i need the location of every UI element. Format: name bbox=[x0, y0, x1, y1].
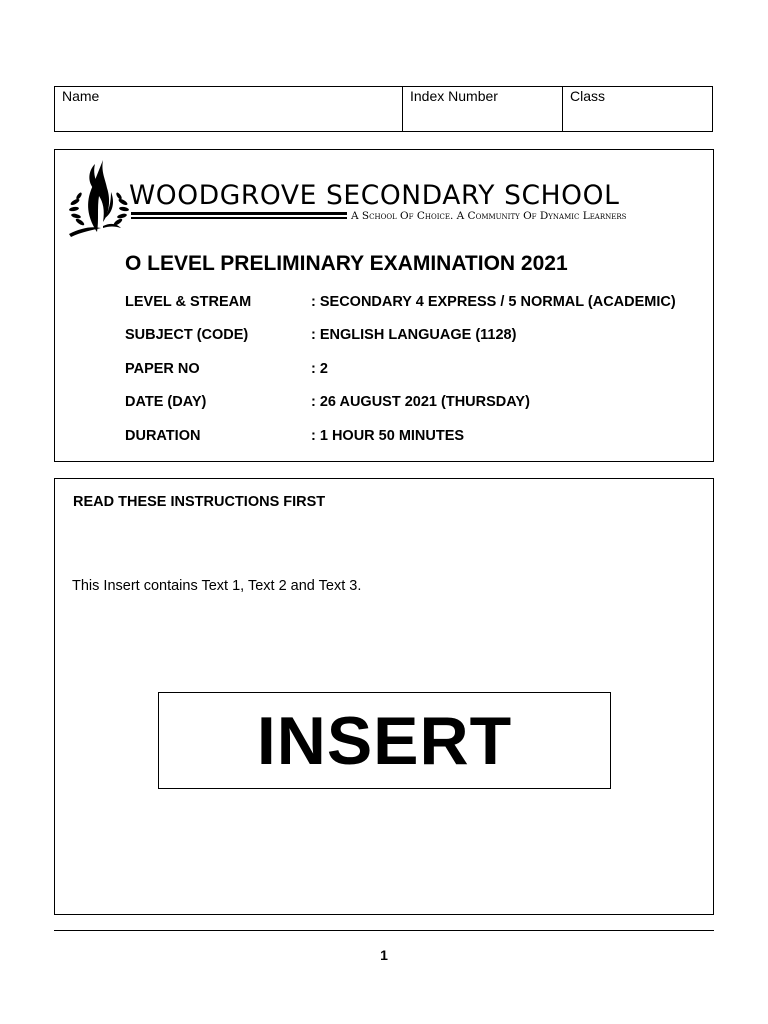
detail-value: : 1 HOUR 50 MINUTES bbox=[311, 428, 465, 444]
index-number-label: Index Number bbox=[410, 88, 498, 104]
insert-label-box bbox=[158, 692, 611, 789]
detail-row-paper-no bbox=[125, 361, 328, 377]
name-label: Name bbox=[62, 88, 100, 104]
school-name: WOODGROVE SECONDARY SCHOOL bbox=[129, 180, 620, 211]
instructions-box bbox=[54, 478, 714, 915]
detail-row-date bbox=[125, 394, 530, 410]
exam-header-box bbox=[54, 149, 714, 462]
name-cell[interactable] bbox=[55, 87, 403, 131]
school-name-underline-thin bbox=[131, 217, 347, 219]
school-motto: A School Of Choice. A Community Of Dynamic Learners bbox=[351, 210, 627, 222]
class-label: Class bbox=[570, 88, 606, 104]
instructions-body: This Insert contains Text 1, Text 2 and Text 3. bbox=[72, 578, 362, 594]
insert-label: INSERT bbox=[256, 702, 513, 779]
detail-value: : ENGLISH LANGUAGE (1128) bbox=[311, 327, 517, 343]
page-number: 1 bbox=[380, 947, 388, 963]
detail-value: : SECONDARY 4 EXPRESS / 5 NORMAL (ACADEMIC) bbox=[311, 294, 676, 310]
detail-row-duration bbox=[125, 428, 464, 444]
detail-label: LEVEL & STREAM bbox=[125, 294, 252, 310]
instructions-heading: READ THESE INSTRUCTIONS FIRST bbox=[73, 494, 326, 510]
candidate-info-table bbox=[54, 86, 713, 132]
exam-title: O LEVEL PRELIMINARY EXAMINATION 2021 bbox=[125, 252, 568, 275]
footer-divider bbox=[54, 930, 714, 931]
school-crest-icon bbox=[67, 158, 131, 238]
detail-label: DATE (DAY) bbox=[125, 394, 207, 410]
school-name-underline bbox=[131, 212, 347, 215]
detail-row-subject bbox=[125, 327, 516, 343]
detail-label: SUBJECT (CODE) bbox=[125, 327, 249, 343]
detail-value: : 26 AUGUST 2021 (THURSDAY) bbox=[311, 394, 530, 410]
detail-row-level-stream bbox=[125, 294, 676, 310]
index-number-cell[interactable] bbox=[403, 87, 563, 131]
detail-label: DURATION bbox=[125, 428, 201, 444]
detail-value: : 2 bbox=[311, 361, 328, 377]
detail-label: PAPER NO bbox=[125, 361, 200, 377]
class-cell[interactable] bbox=[563, 87, 712, 131]
